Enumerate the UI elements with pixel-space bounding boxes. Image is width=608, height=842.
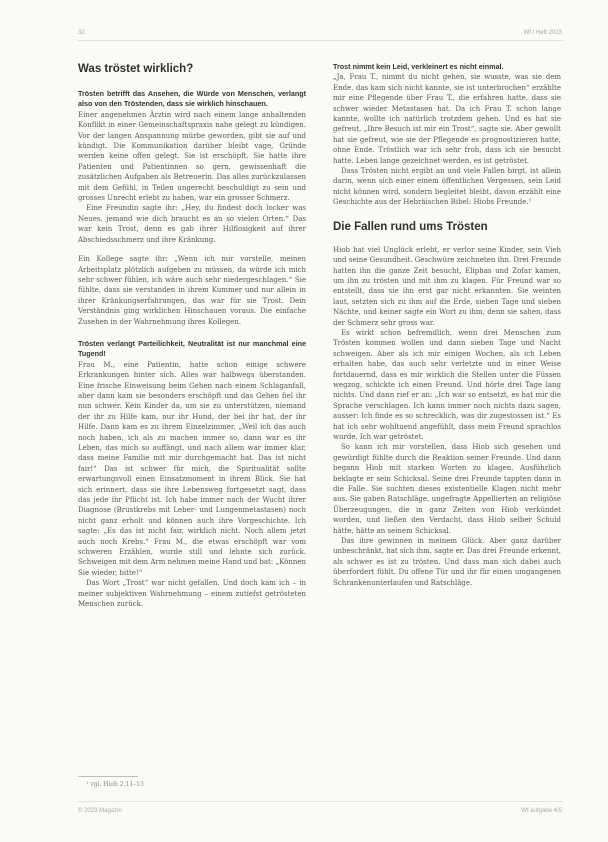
header-divider	[78, 40, 563, 41]
body-paragraph: Hiob hat viel Unglück erlebt, er verlor seine Kinder, sein Vieh und seine Gesundheit. Geschwüre zeichneten ihn. Drei Freunde hatten ihn die ganze Zeit besucht, Eliphas und Zofar kamen, um ihn zu trösten und mit ihm zu klagen. Für Freund war so entstellt, dass sie ihn erst gar nicht erkannten. Sie weinten laut, setzten sich zu ihm auf die Erde, sieben Tage und sieben Nächte, und keiner sagte ein Wort zu ihm, denn sie sahen, dass der Schmerz sehr gross war.	[333, 245, 561, 327]
body-paragraph: Das ihre gewinnen in meinem Glück. Aber ganz darüber unbeschränkt, hat sich ihm, sagte er. Das drei Freunde erkennt, als schwer es ist zu trösten. Und dass man sich dabei auch überfordert fühlt. Du offene Tür und ihr für einen umgangenen Schrankenunterlaufen und Ratschläge.	[333, 537, 562, 587]
body-paragraph: Es wirkt schon befremdlich, wenn drei Menschen zum Trösten kommen wollen und dann sieben Tage und Nacht schweigen. Aber als ich mir einigen Wochen, als ich Leben erhalten habe, das auch sehr verletzte und in einer Weise fortdauernd, dass es mir wirklich die Stellen unter die Füssen wegzog, schickte ich einen Freund. Und hörte drei Tage lang nichts. Und dann rief er an: „Ich war so entsetzt, es hat mir die Sprache verschlagen. Ich kann immer noch nichts dazu sagen, ausser: Ich finde es so schrecklich, was dir zugestossen ist.“ Es hat ich sehr wohltuend angefühlt, dass mein Freund sprachlos wurde. Ich war getröstet.	[333, 328, 561, 441]
body-paragraph: Eine Freundin sagte ihr: „Hey, du findest doch locker was Neues, jemand wie dich braucht es an so vielen Orten.“ Das war kein Trost, denn es gab ihrer Hilflosigkeit auf ihrer Abschiedsschmerz und ihre Kränkung.	[78, 204, 306, 244]
section-title: Was tröstet wirklich?	[78, 63, 194, 75]
footnote: ¹ vgl. Hiob 2,11–13	[86, 781, 144, 788]
footer-copyright: © 2023 Magazin	[78, 808, 122, 814]
left-column	[78, 62, 306, 610]
issue-label: Wf / Heft 2023	[523, 30, 562, 36]
section-title: Die Fallen rund ums Trösten	[333, 220, 488, 233]
paragraph-gap	[78, 245, 306, 254]
body-paragraph: Dass Trösten nicht ergibt an und viele Fallen birgt, ist allein darin, wenn sich einer einem öffentlichen Vergessen, sein Leid nicht können wird, sondern begleitet bleibt, davon erzählt eine Geschichte aus der Hebräischen Bibel: Hiobs Freunde.¹	[333, 167, 561, 207]
body-paragraph: Frau M., eine Patientin, hatte schon einige schwere Erkrankungen hinter sich. Alles war halbwegs überstanden. Eine frische Einweisung beim Gehen nach einem Schlaganfall, aber dann kam sie besonders erschöpft und das Gehen fiel ihr nun schwer. Kein Kinder da, um sie zu unterstützen, niemand der ihr zu Hilfe kam, nur ihr Hund, der bei ihr hat, der ihr Hilfe. Dann kam es zu ihrem Einzelzimmer, „Weil ich das auch noch haben, ich als zu machen immer so, dann war es ihr Leben, das mich so auffängt, und nach allem war immer klar, dass meine Familie mit mir durchgemacht hat. Das ist nicht fair!“ Das ist schwer für mich, die Spiritualität sollte erwartungsvoll einen Einsatzmoment in ihrem Blick. Sie hat sich erinnert, dass sie ihre Lebensweg fortgesetzt sagt, dass das jede ihr Pflicht ist. Ich habe immer nach der Wucht ihrer Diagnose (Brustkrebs mit Leber- und Lungenmetastasen) noch nicht ganz erholt und können auch ihre Vorgeschichte. Ich sagte: „Es das ist nicht fair, wirklich nicht. Noch allem jetzt auch noch Krebs.“ Frau M., die etwas erschöpft war vom schweren Erzählen, wurde still und lehnte sich zurück. Schweigen mit dem Arm nehmen meine Hand und bat: „Können Sie wieder, bitte!“	[78, 360, 307, 577]
footer-issue: Wf aufgabe 4/5	[521, 808, 562, 814]
body-paragraph: Ein Kollege sagte ihr: „Wenn ich mir vorstelle, meinen Arbeitsplatz plötzlich aufgeben zu müssen, da würde ich mich sehr schwer fühlen, ich wäre auch sehr niedergeschlagen.“ Sie fühlte, dass sie verstanden in ihrem Kummer und nur allein in ihrer Kränkungserfahrungen, das war für sie Trost. Dein Verständnis ging wirklichen Hinschauen voraus. Die einfache Zusehen in der Wahrnehmung ihres Kollegen.	[78, 255, 306, 326]
body-paragraph: „Ja, Frau T., nimmt du nicht gehen, sie wusste, was sie dem Ende, das kam sich nicht kannte, sie ist unterbrochen“ erzählte mir eine Pflegende über Frau T., die erfahren hatte, dass sie schwer wieder Metastasen hat. Da ich Frau T. schon lange kannte, wollte ich natürlich trotzdem gehen. Und es hat sie gefreut, „Ihre Besuch ist mir ein Trost“, sagte sie. Aber gewollt hat sie gefreut, wie sie der Pflegende es prognostizieren hatte, ohne Ende. Tröstlich war ich sehr froh, dass ich sie besucht hatte. Leben lange gezeichnet werden, es ist getröstet.	[333, 73, 561, 165]
subheading: Trost nimmt kein Leid, verkleinert es nicht einmal.	[333, 62, 504, 71]
body-paragraph: Einer angenehmen Ärztin wird nach einem lange anhaltenden Konflikt in einer Gemeinschaftspraxis nahe gelegt zu kündigen. Vor der langen Anspannung mürbe geworden, gibt sie auf und kündigt. Die Kommunikation darüber bleibt vage, Gründe werden keine offen gelegt. Sie ist erschöpft. Sie hatte ihre Patienten und Patientinnen so gern, gewissenhaft die zusätzlichen Aufgaben als Betreuerin. Das alles zurückzulassen mit dem Gefühl, in Teilen ungerecht beschuldigt zu sein und grosses Unrecht erlebt zu haben, war ein grosser Schmerz.	[78, 110, 306, 203]
lead-paragraph: Trösten betrifft das Ansehen, die Würde von Menschen, verlangt also von den Tröstenden, dass sie wirklich hinschauen.	[78, 89, 306, 109]
subheading: Trösten verlangt Parteilichkeit, Neutralität ist nur manchmal eine Tugend!	[78, 338, 306, 359]
body-paragraph: So kann ich mir vorstellen, dass Hiob sich gesehen und gewürdigt fühlte durch die Reaktion seiner Freunde. Und dann begann Hiob mit starken Worten zu klagen. Ausführlich beklagte er sein Schicksal. Seine drei Freunde tappten dann in die Falle. Sie suchten dieses existentielle Klagen nicht mehr aus. Sie gaben Ratschläge, ungefragte Appellierten an religiöse Überzeugungen, die in ganz Zeiten von Hiob verkündet worden, und ließen den Verdacht, dass Hiob selber Schuld hätte, hätte an seinem Schicksal.	[333, 443, 561, 535]
footer-divider	[78, 801, 563, 802]
footnote-divider	[78, 776, 138, 777]
right-column	[333, 62, 561, 588]
body-paragraph: Das Wort „Trost“ war nicht gefallen. Und doch kam ich – in meiner subjektiven Wahrnehmung – einem zutiefst getrösteten Menschen zurück.	[78, 579, 306, 609]
page-number: 32	[78, 30, 85, 36]
